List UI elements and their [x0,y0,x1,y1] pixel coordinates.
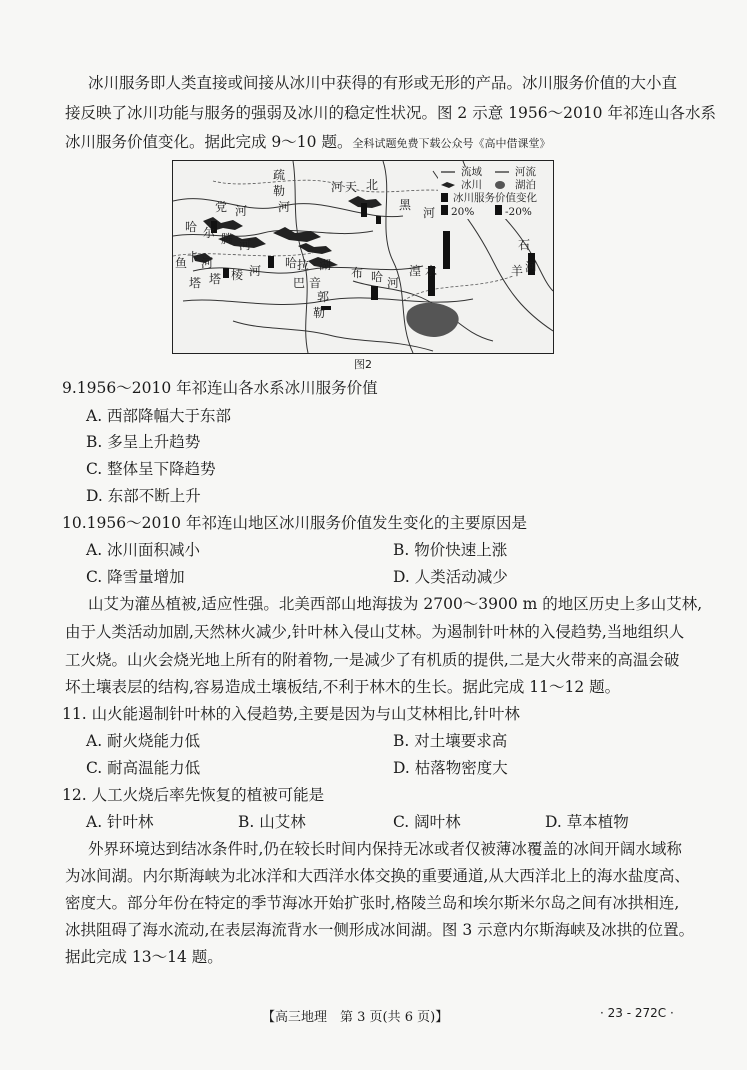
legend-river: 河流 [515,166,536,178]
watermark-note: 全科试题免费下载公众号《高中借课堂》 [352,137,551,150]
question-9-option-b: B. 多呈上升趋势 [86,433,201,451]
figure-2-map [172,160,554,354]
map-label: 拉 [297,258,310,272]
legend-positive: 20% [451,206,475,218]
map-label: 河 [423,206,436,220]
map-label: 羊 [511,264,524,278]
map-label: 湟 [409,264,422,278]
passage-3-line-3: 密度大。部分年份在特定的季节海冰开始扩张时,格陵兰岛和埃尔斯米尔岛之间有冰拱相连, [65,894,680,912]
map-label: 疏 [273,168,286,182]
map-label: 黑 [399,198,412,212]
map-label: 河 [239,238,252,252]
question-12-option-a: A. 针叶林 [86,813,154,831]
intro-line-2: 接反映了冰川功能与服务的强弱及冰川的稳定性状况。图 2 示意 1956～2010 年祁连山各水系 [65,104,716,122]
legend-lake: 湖泊 [515,179,536,191]
map-label: 尔 [203,226,216,240]
passage-2-line-3: 工火烧。山火会烧光地上所有的附着物,一是减少了有机质的提供,二是大火带来的高温会破 [65,651,680,669]
map-label: 河 [235,204,248,218]
map-label: 勒 [313,306,326,320]
map-drawing [173,161,553,353]
legend-basin: 流域 [461,166,482,178]
map-label: 腾 [221,232,234,246]
question-9-option-d: D. 东部不断上升 [86,487,201,505]
map-label: 天 [345,180,358,194]
question-9-option-a: A. 西部降幅大于东部 [86,407,232,425]
legend-glacier: 冰川 [461,179,482,191]
intro-line-3-text: 冰川服务价值变化。据此完成 9～10 题。 [65,133,353,151]
map-label: 湖 [319,258,332,272]
passage-3-line-5: 据此完成 13～14 题。 [65,948,223,966]
map-label: 河 [331,180,344,194]
passage-3-line-1: 外界环境达到结冰条件时,仍在较长时间内保持无冰或者仅被薄冰覆盖的冰间开阔水域称 [88,840,682,858]
map-label: 布 [351,266,364,280]
map-label: 哈 [371,270,384,284]
map-label: 哈 [185,220,198,234]
map-label: 河 [525,260,538,274]
question-9-stem: 9.1956～2010 年祁连山各水系冰川服务价值 [62,379,378,397]
map-label: 河 [387,276,400,290]
map-label: 塔 [189,276,202,290]
page-footer-code: · 23 - 272C · [600,1006,674,1020]
question-12-option-d: D. 草本植物 [545,813,629,831]
question-11-stem: 11. 山火能遏制针叶林的入侵趋势,主要是因为与山艾林相比,针叶林 [62,705,520,723]
question-11-option-d: D. 枯落物密度大 [393,759,508,777]
passage-2-line-2: 由于人类活动加剧,天然林火减少,针叶林入侵山艾林。为遏制针叶林的入侵趋势,当地组织人 [65,623,685,641]
map-label: 河 [278,200,291,214]
legend-negative: -20% [505,206,532,218]
passage-2-line-4: 坏土壤表层的结构,容易造成土壤板结,不利于林木的生长。据此完成 11～12 题。 [65,678,621,696]
map-label: 塔 [209,272,222,286]
passage-2-line-1: 山艾为灌丛植被,适应性强。北美西部山地海拔为 2700～3900 m 的地区历史上多山艾林, [88,595,703,613]
legend-value-change: 冰川服务价值变化 [453,192,537,204]
map-label: 卡 [187,250,200,264]
map-label: 勒 [273,184,286,198]
page-footer-title: 【高三地理 第 3 页(共 6 页)】 [262,1010,449,1025]
question-11-option-c: C. 耐高温能力低 [86,759,201,777]
question-10-option-b: B. 物价快速上涨 [393,541,508,559]
map-label: 水 [425,264,438,278]
passage-3-line-4: 冰拱阻碍了海水流动,在表层海流背水一侧形成冰间湖。图 3 示意内尔斯海峡及冰拱的位置。 [65,921,695,939]
map-label: 巴 [293,276,306,290]
question-10-stem: 10.1956～2010 年祁连山地区冰川服务价值发生变化的主要原因是 [62,514,527,532]
map-label: 北 [366,178,379,192]
intro-line-1: 冰川服务即人类直接或间接从冰川中获得的有形或无形的产品。冰川服务价值的大小直 [88,74,678,92]
map-label: 哈 [285,256,298,270]
map-label: 河 [249,264,262,278]
question-12-stem: 12. 人工火烧后率先恢复的植被可能是 [62,786,325,804]
question-9-option-c: C. 整体呈下降趋势 [86,460,216,478]
intro-line-3 [65,132,550,154]
passage-3-line-2: 为冰间湖。内尔斯海峡为北冰洋和大西洋水体交换的重要通道,从大西洋北上的海水盐度高、 [65,867,690,885]
map-label: 鱼 [175,256,188,270]
map-label: 音 [309,276,322,290]
map-label: 河 [201,256,214,270]
question-10-option-a: A. 冰川面积减小 [86,541,201,559]
figure-2-caption: 图2 [354,358,372,371]
question-12-option-b: B. 山艾林 [238,813,306,831]
map-label: 棱 [231,268,244,282]
question-11-option-b: B. 对土壤要求高 [393,732,508,750]
map-label: 郭 [317,290,330,304]
question-11-option-a: A. 耐火烧能力低 [86,732,201,750]
map-label: 石 [518,238,531,252]
question-10-option-d: D. 人类活动减少 [393,568,508,586]
question-10-option-c: C. 降雪量增加 [86,568,185,586]
question-12-option-c: C. 阔叶林 [393,813,461,831]
map-label: 党 [215,200,228,214]
